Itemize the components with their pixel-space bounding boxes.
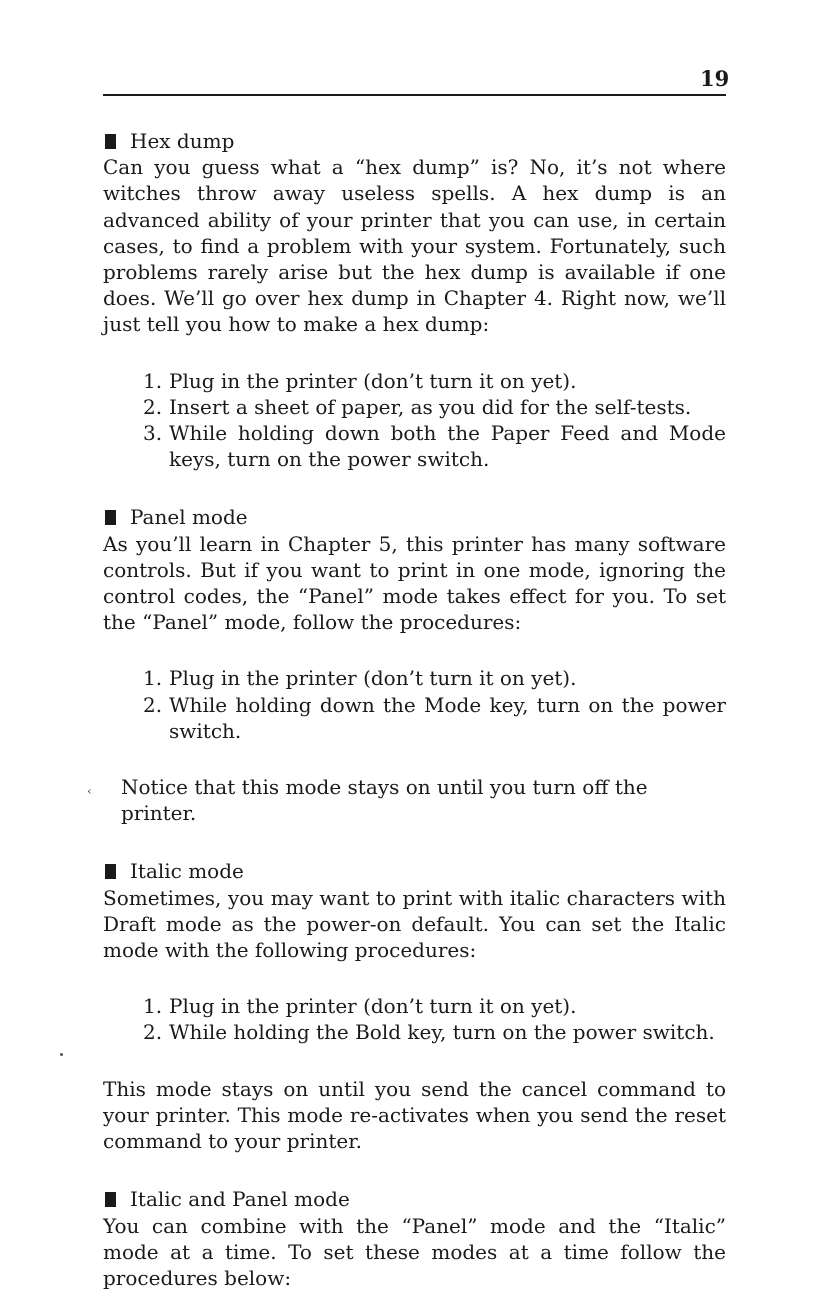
note-panel-mode: ‹ Notice that this mode stays on until you turn off the printer. — [103, 774, 726, 826]
list-item: 2. While holding down the Mode key, turn on the power switch. — [143, 692, 726, 744]
list-item: 2. While holding the Bold key, turn on the power switch. — [143, 1019, 726, 1045]
margin-speck — [60, 1053, 63, 1056]
square-bullet-icon — [105, 1192, 116, 1207]
section-body-italic-and-panel-mode: You can combine with the “Panel” mode and the “Italic” mode at a time. To set these modes at a time follow the procedures below: — [103, 1213, 726, 1291]
list-item: 1. Plug in the printer (don’t turn it on yet). — [143, 368, 726, 394]
steps-italic-mode — [103, 993, 726, 1045]
section-body-italic-mode: Sometimes, you may want to print with italic characters with Draft mode as the power-on default. You can set the Italic mode with the following procedures: — [103, 885, 726, 964]
section-heading-hex-dump: Hex dump — [103, 128, 726, 154]
section-heading-italic-mode: Italic mode — [103, 858, 726, 884]
section-body-hex-dump: Can you guess what a “hex dump” is? No, it’s not where witches throw away useless spells. A hex dump is an advanced ability of your printer that you can use, in certain cases, to find a problem with your system. Fortunately, such problems rarely arise but the hex dump is available if one does. We’ll go over hex dump in Chapter 4. Right now, we’ll just tell you how to make a hex dump: — [103, 154, 726, 337]
section-body-panel-mode: As you’ll learn in Chapter 5, this printer has many software controls. But if you want to print in one mode, ignoring the control codes, the “Panel” mode takes effect for you. To set the “Panel” mode, follow the procedures: — [103, 531, 726, 636]
list-item: 1. Plug in the printer (don’t turn it on yet). — [143, 665, 726, 691]
page-number: 19 — [700, 66, 729, 91]
header-rule — [103, 94, 726, 96]
square-bullet-icon — [105, 864, 116, 879]
section-heading-italic-and-panel-mode: Italic and Panel mode — [103, 1186, 726, 1212]
note-italic-mode: This mode stays on until you send the cancel command to your printer. This mode re-activates when you send the reset command to your printer. — [103, 1076, 726, 1155]
tick-mark-icon: ‹ — [87, 778, 92, 804]
steps-panel-mode — [103, 665, 726, 744]
square-bullet-icon — [105, 134, 116, 149]
section-heading-panel-mode: Panel mode — [103, 504, 726, 530]
steps-hex-dump — [103, 368, 726, 473]
list-item: 3. While holding down both the Paper Feed and Mode keys, turn on the power switch. — [143, 420, 726, 472]
list-item: 2. Insert a sheet of paper, as you did for the self-tests. — [143, 394, 726, 420]
square-bullet-icon — [105, 510, 116, 525]
list-item: 1. Plug in the printer (don’t turn it on yet). — [143, 993, 726, 1019]
page-content — [103, 128, 726, 1291]
